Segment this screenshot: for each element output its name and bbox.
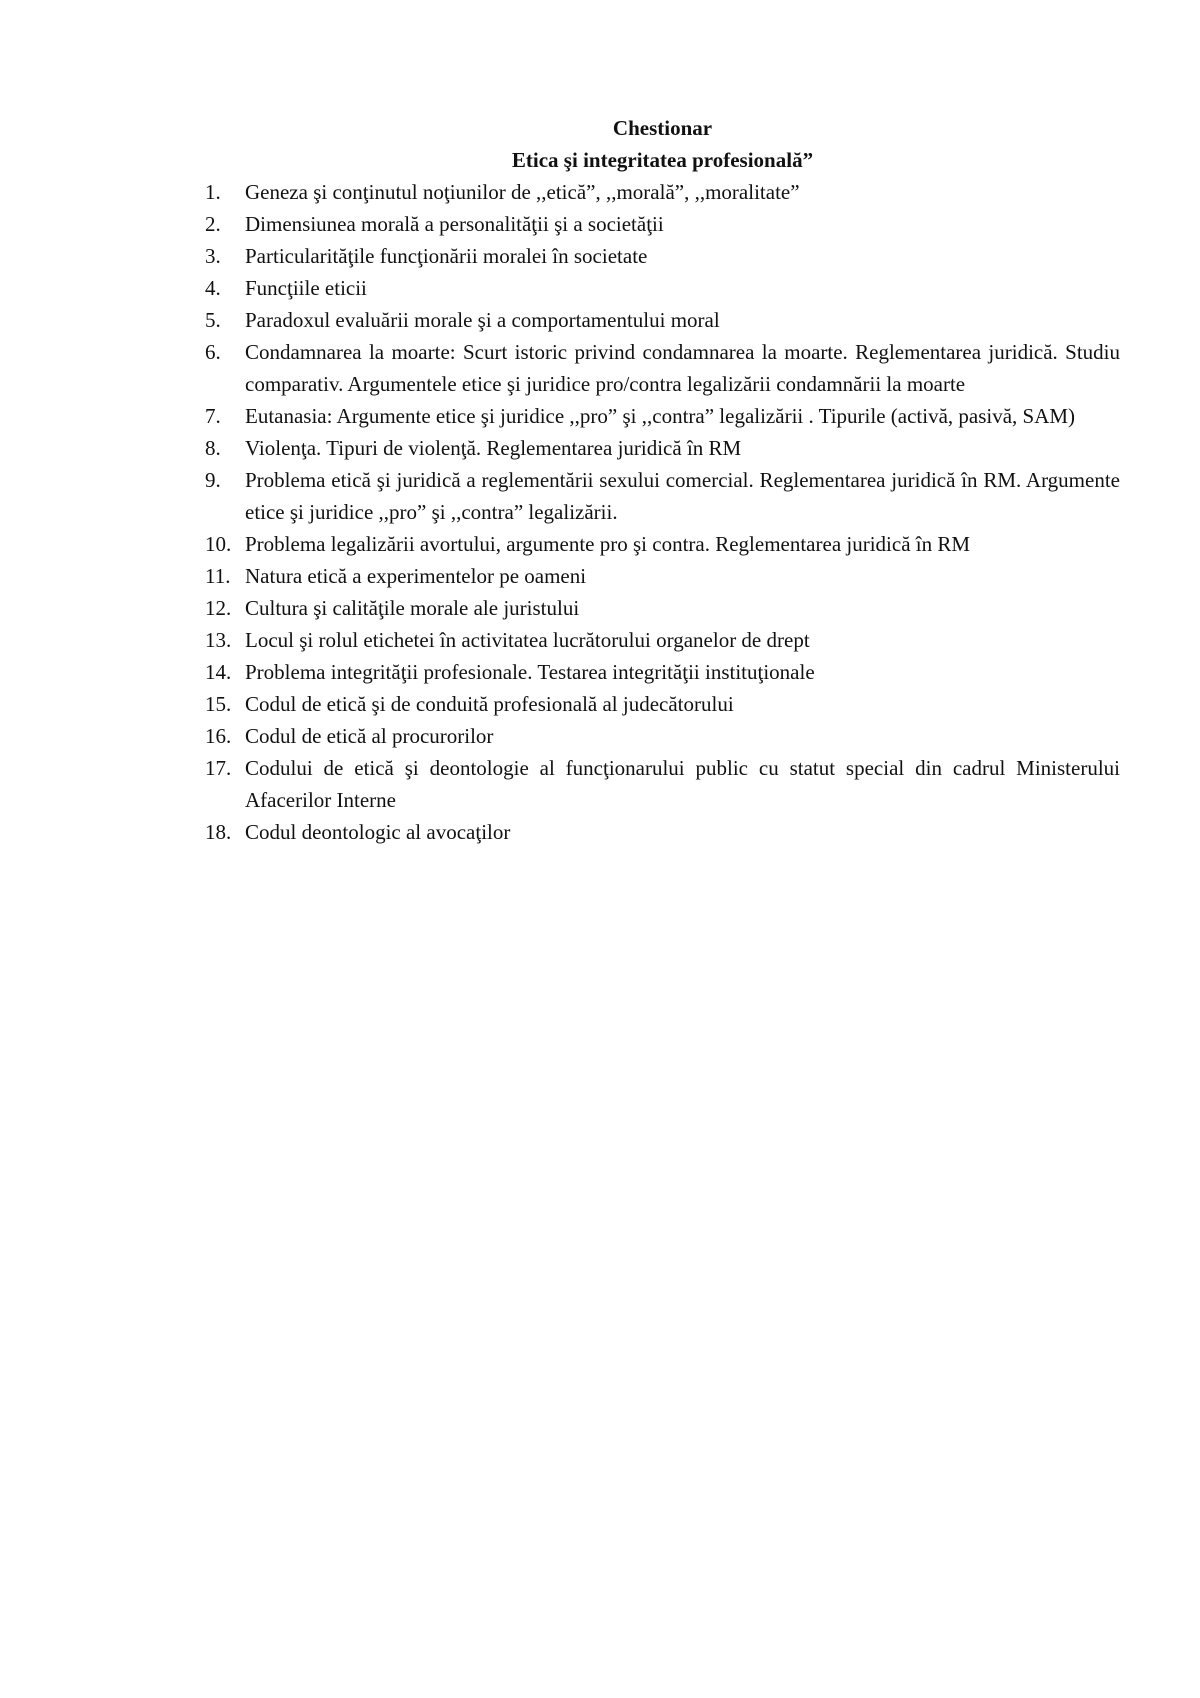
item-number: 3. [205, 244, 221, 268]
item-number: 4. [205, 276, 221, 300]
item-text: Eutanasia: Argumente etice şi juridice ,,pro” şi ,,contra” legalizării . Tipurile (activă, pasivă, SAM) [245, 404, 1076, 428]
item-text: Problema integrităţii profesionale. Testarea integrităţii instituţionale [245, 660, 815, 684]
item-number: 17. [205, 756, 232, 780]
list-item [205, 432, 1120, 464]
item-number: 6. [205, 340, 221, 364]
item-number: 12. [205, 596, 232, 620]
document-content [205, 112, 1120, 848]
item-number: 2. [205, 212, 221, 236]
item-text: Locul şi rolul etichetei în activitatea lucrătorului organelor de drept [245, 628, 810, 652]
item-text: Particularităţile funcţionării moralei în societate [245, 244, 648, 268]
list-item [205, 592, 1120, 624]
item-text: Paradoxul evaluării morale şi a comportamentului moral [245, 308, 720, 332]
item-text: Violenţa. Tipuri de violenţă. Reglementarea juridică în RM [245, 436, 742, 460]
item-text: Condamnarea la moarte: Scurt istoric privind condamnarea la moarte. Reglementarea juridică. Studiu comparativ. Argumentele etice şi juridice pro/contra legalizării condamnării la moarte [245, 340, 1120, 396]
list-item [205, 656, 1120, 688]
item-number: 16. [205, 724, 232, 748]
list-item [205, 400, 1120, 432]
item-number: 1. [205, 180, 221, 204]
list-item [205, 336, 1120, 400]
list-item [205, 720, 1120, 752]
item-number: 14. [205, 660, 232, 684]
list-item [205, 464, 1120, 528]
list-item [205, 560, 1120, 592]
item-number: 5. [205, 308, 221, 332]
item-text: Codului de etică şi deontologie al funcţionarului public cu statut special din cadrul Ministerului Afacerilor Interne [245, 756, 1120, 812]
list-item [205, 816, 1120, 848]
list-item [205, 624, 1120, 656]
list-item [205, 272, 1120, 304]
item-text: Problema etică şi juridică a reglementării sexului comercial. Reglementarea juridică în RM. Argumente etice şi juridice ,,pro” şi ,,contra” legalizării. [245, 468, 1120, 524]
document-subtitle: Etica şi integritatea profesională” [511, 148, 814, 172]
item-text: Natura etică a experimentelor pe oameni [245, 564, 587, 588]
list-item [205, 528, 1120, 560]
item-text: Codul de etică şi de conduită profesională al judecătorului [245, 692, 734, 716]
item-text: Geneza şi conţinutul noţiunilor de ,,etică”, ,,morală”, ,,moralitate” [245, 180, 800, 204]
item-number: 10. [205, 532, 232, 556]
list-item [205, 176, 1120, 208]
item-text: Codul de etică al procurorilor [245, 724, 494, 748]
item-number: 9. [205, 468, 221, 492]
question-list [205, 176, 1120, 848]
item-number: 11. [205, 564, 231, 588]
item-text: Dimensiunea morală a personalităţii şi a societăţii [245, 212, 664, 236]
list-item [205, 688, 1120, 720]
item-number: 8. [205, 436, 221, 460]
list-item [205, 208, 1120, 240]
list-item [205, 304, 1120, 336]
item-number: 7. [205, 404, 221, 428]
document-title: Chestionar [612, 116, 713, 140]
item-number: 18. [205, 820, 232, 844]
item-number: 15. [205, 692, 232, 716]
item-text: Cultura şi calităţile morale ale juristului [245, 596, 580, 620]
item-text: Problema legalizării avortului, argumente pro şi contra. Reglementarea juridică în RM [245, 532, 971, 556]
list-item [205, 240, 1120, 272]
list-item [205, 752, 1120, 816]
item-number: 13. [205, 628, 232, 652]
item-text: Funcţiile eticii [245, 276, 367, 300]
item-text: Codul deontologic al avocaţilor [245, 820, 511, 844]
